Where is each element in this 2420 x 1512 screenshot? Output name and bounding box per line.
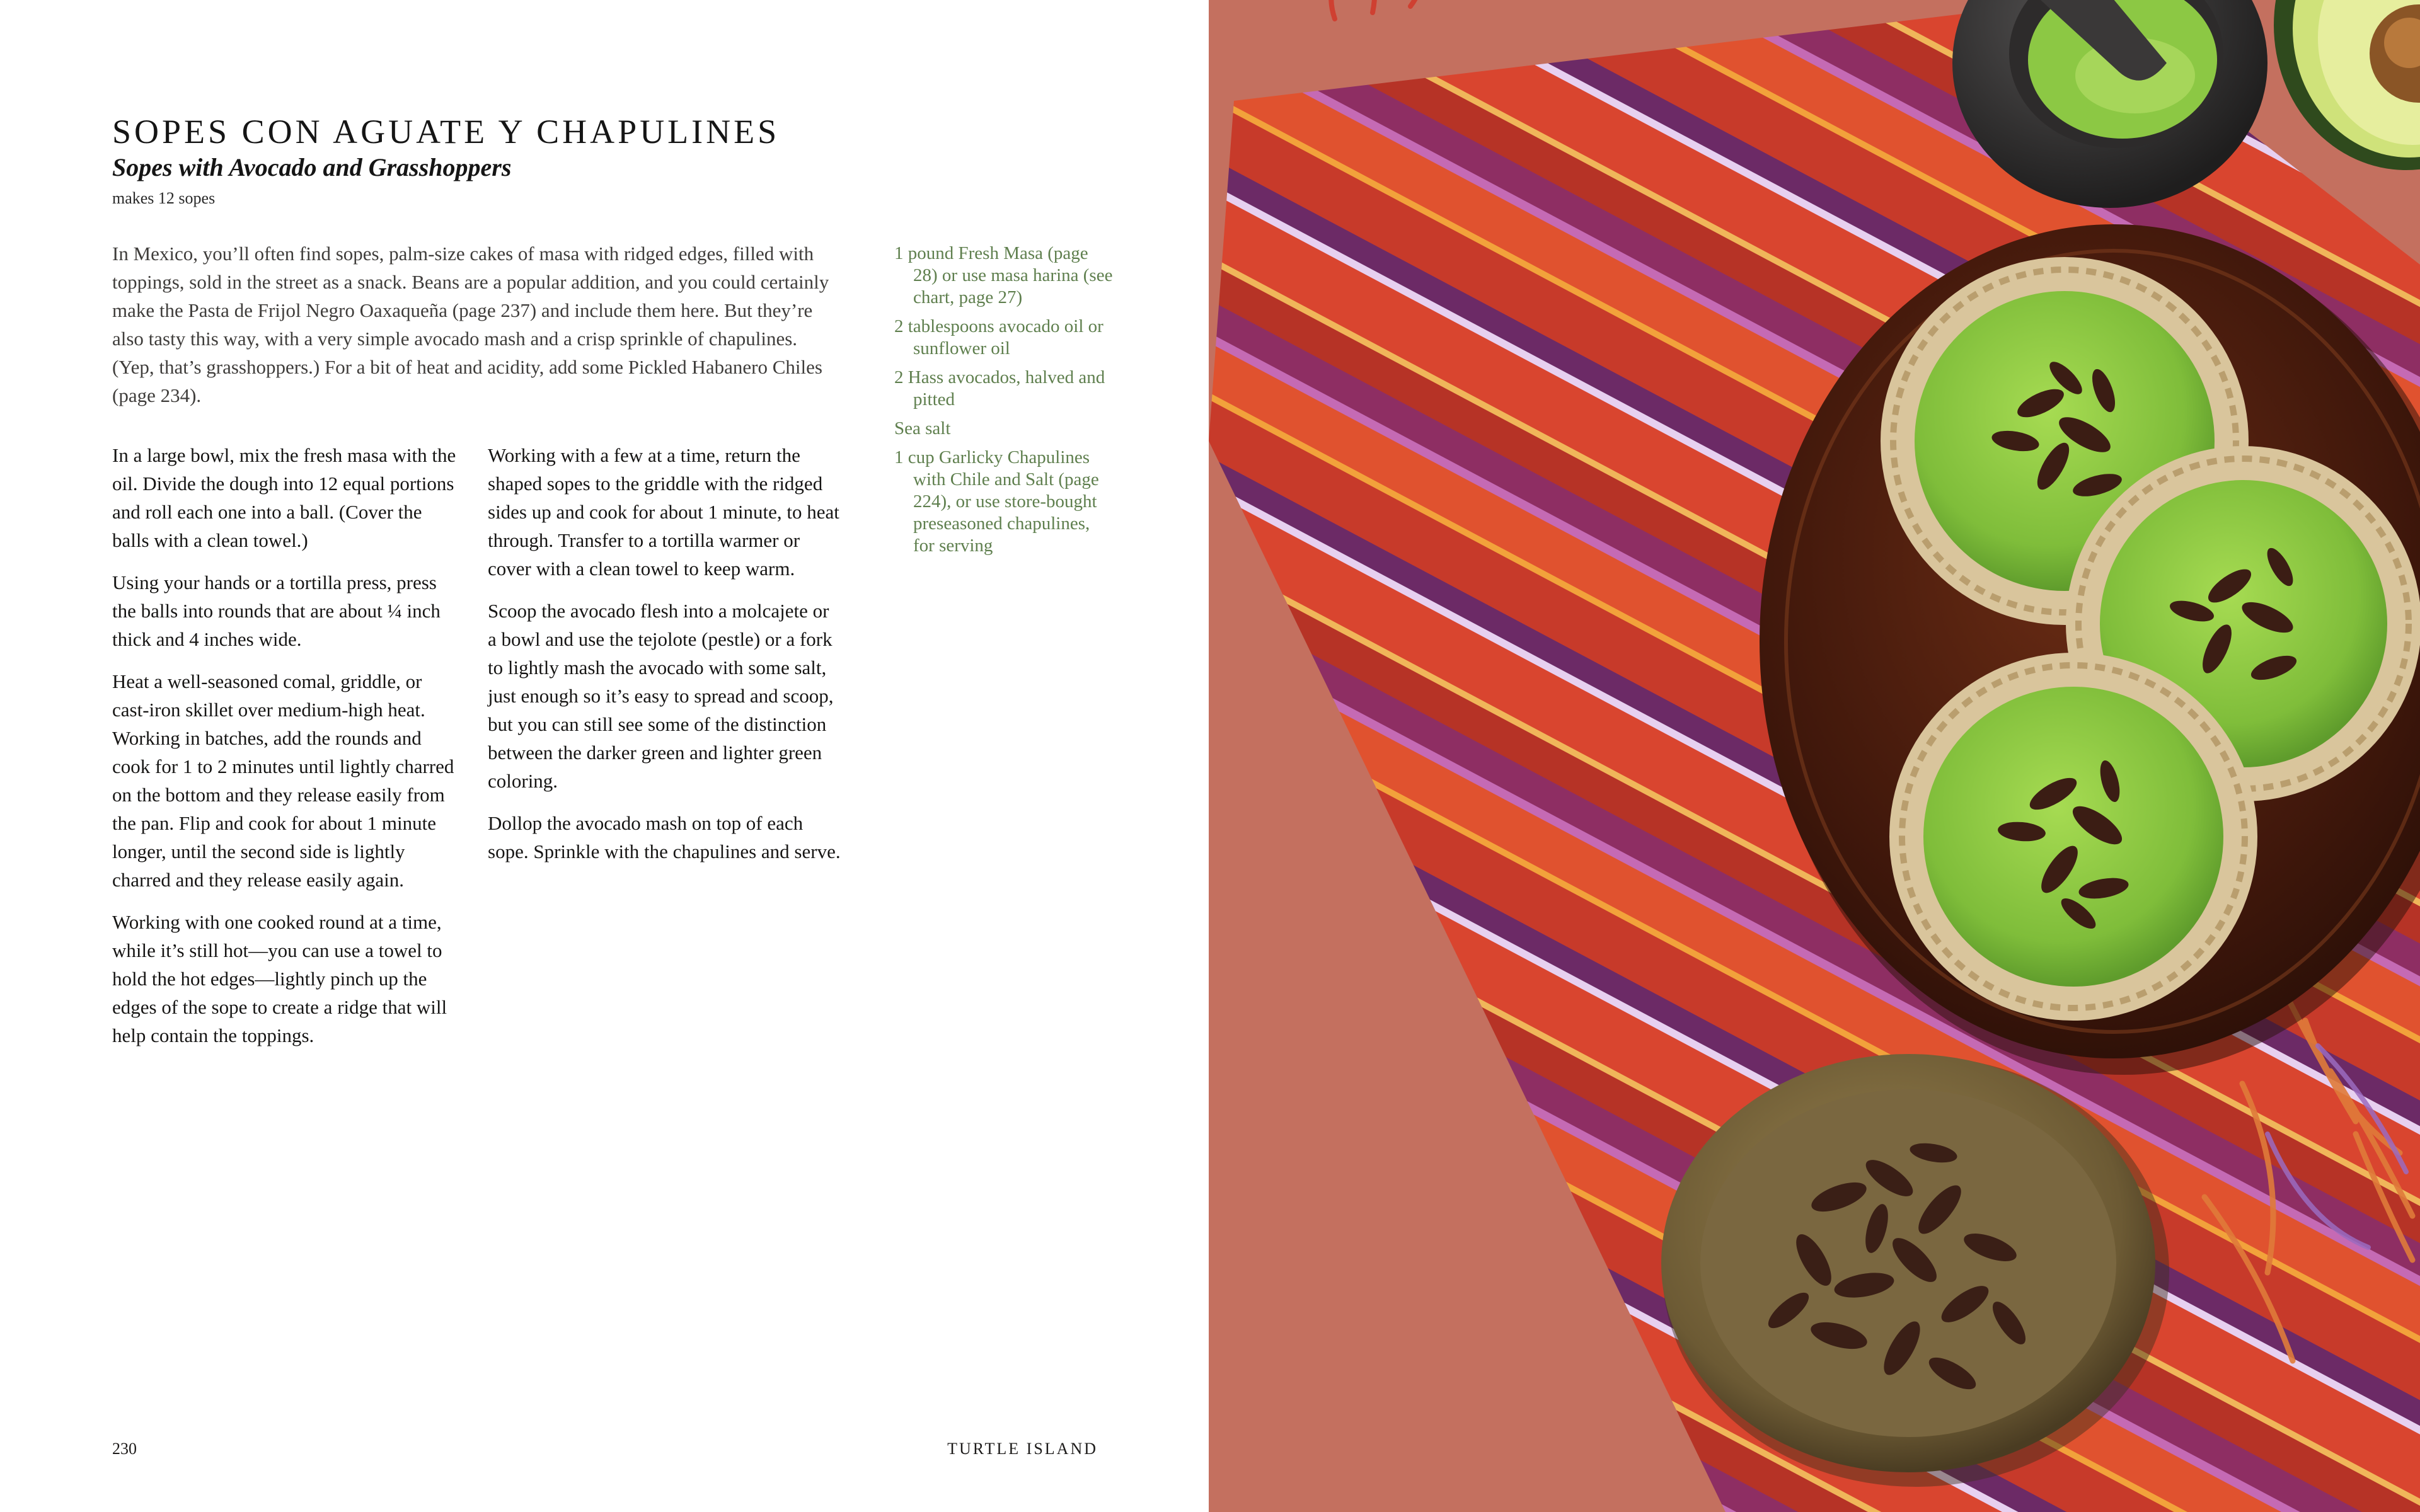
method-step: Heat a well-seasoned comal, griddle, or cast-iron skillet over medium-high heat. Working in batches, add the rounds and cook for 1 to 2 minutes until lightly charred on the bottom and they release easily from the pan. Flip and cook for about 1 minute longer, until the second side is lightly charred and they release easily again. [112, 670, 454, 891]
food-photo [1209, 0, 2420, 1512]
food-photo-illustration [1209, 0, 2420, 1512]
ingredient-item: Sea salt [894, 418, 951, 438]
ingredient-item: 2 Hass avocados, halved and pitted [894, 367, 1105, 410]
recipe-title: SOPES CON AGUATE Y CHAPULINES [112, 113, 780, 151]
recipe-page [0, 0, 1209, 1512]
method-column-2 [488, 441, 841, 879]
method-step: Working with one cooked round at a time, while it’s still hot—you can use a towel to hold the hot edges—lightly pinch up the edges of the sope to create a ridge that will help contain the toppings. [112, 911, 447, 1046]
method-step: In a large bowl, mix the fresh masa with the oil. Divide the dough into 12 equal portions and roll each one into a ball. (Cover the balls with a clean towel.) [112, 444, 456, 551]
sope [1889, 653, 2257, 1021]
method-step: Working with a few at a time, return the shaped sopes to the griddle with the ridged sides up and cook for about 1 minute, to heat through. Transfer to a tortilla warmer or cover with a clean towel to keep warm. [488, 444, 839, 580]
ingredient-item: 1 cup Garlicky Chapulines with Chile and Salt (page 224), or use store-bought preseasoned chapulines, for serving [894, 447, 1099, 556]
method-step: Dollop the avocado mash on top of each sope. Sprinkle with the chapulines and serve. [488, 812, 841, 862]
ingredient-list [894, 243, 1115, 564]
chapulines-bowl [1661, 1054, 2169, 1487]
method-column-1 [112, 441, 463, 1063]
recipe-yield: makes 12 sopes [112, 189, 216, 207]
recipe-intro: In Mexico, you’ll often find sopes, palm-size cakes of masa with ridged edges, filled with toppings, sold in the street as a snack. Beans are a popular addition, and you could certainly make the Pasta de Frijol Negro Oaxaqueña (page 237) and include them here. But they’re also tasty this way, with a very simple avocado mash and a crisp sprinkle of chapulines. (Yep, that’s grasshoppers.) For a bit of heat and acidity, add some Pickled Habanero Chiles (page 234). [112, 243, 829, 406]
ingredient-item: 1 pound Fresh Masa (page 28) or use masa harina (see chart, page 27) [894, 243, 1113, 307]
running-head: TURTLE ISLAND [947, 1440, 1098, 1458]
ingredient-item: 2 tablespoons avocado oil or sunflower oil [894, 316, 1103, 358]
method-step: Scoop the avocado flesh into a molcajete or a bowl and use the tejolote (pestle) or a fork to lightly mash the avocado with some salt, just enough so it’s easy to spread and scoop, but you can still see some of the distinction between the darker green and lighter green coloring. [488, 600, 834, 792]
method-step: Using your hands or a tortilla press, press the balls into rounds that are about ¼ inch thick and 4 inches wide. [112, 571, 441, 650]
page-number: 230 [112, 1440, 137, 1458]
recipe-subtitle: Sopes with Avocado and Grasshoppers [112, 153, 512, 181]
